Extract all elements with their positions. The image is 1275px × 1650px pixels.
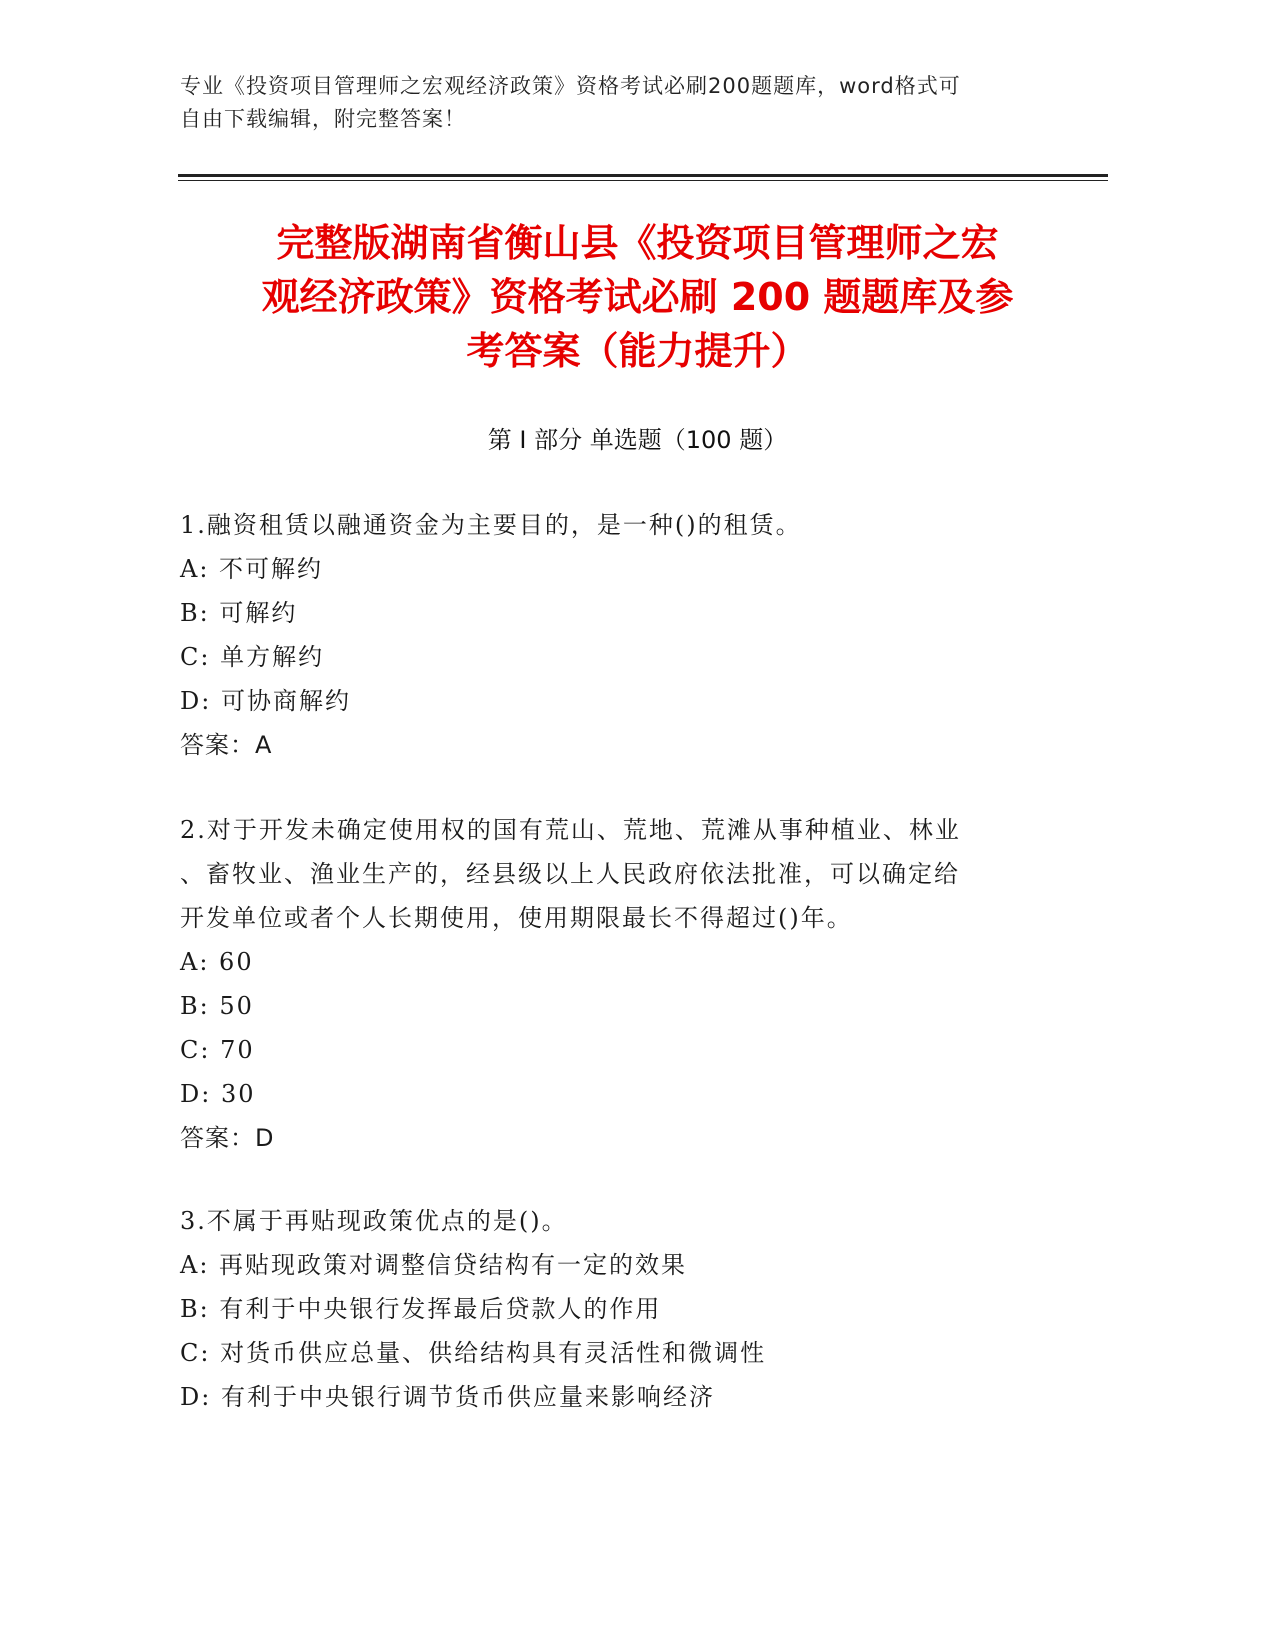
option-b: B: 50 bbox=[180, 992, 254, 1020]
option-d: D: 可协商解约 bbox=[180, 687, 351, 715]
option-b: B: 有利于中央银行发挥最后贷款人的作用 bbox=[180, 1295, 662, 1323]
option-a: A: 再贴现政策对调整信贷结构有一定的效果 bbox=[180, 1251, 688, 1279]
option-d: D: 30 bbox=[180, 1080, 256, 1108]
question-1 bbox=[180, 503, 1080, 767]
question-stem-line-1: 2.对于开发未确定使用权的国有荒山、荒地、荒滩从事种植业、林业 bbox=[180, 816, 961, 844]
question-3 bbox=[180, 1199, 1080, 1419]
question-stem-line-2: 、畜牧业、渔业生产的，经县级以上人民政府依法批准，可以确定给 bbox=[180, 860, 960, 888]
question-stem: 1.融资租赁以融通资金为主要目的，是一种()的租赁。 bbox=[180, 511, 802, 539]
answer: 答案：A bbox=[180, 731, 273, 759]
title-line-2: 观经济政策》资格考试必刷 200 题题库及参 bbox=[261, 275, 1014, 319]
question-stem: 3.不属于再贴现政策优点的是()。 bbox=[180, 1207, 568, 1235]
option-c: C: 70 bbox=[180, 1036, 255, 1064]
option-b: B: 可解约 bbox=[180, 599, 298, 627]
document-header bbox=[180, 70, 1080, 136]
header-line-1: 专业《投资项目管理师之宏观经济政策》资格考试必刷200题题库，word格式可 bbox=[180, 74, 961, 98]
option-c: C: 单方解约 bbox=[180, 643, 325, 671]
header-divider-thick bbox=[178, 174, 1108, 177]
title-line-1: 完整版湖南省衡山县《投资项目管理师之宏 bbox=[276, 221, 999, 265]
question-2 bbox=[180, 808, 1080, 1160]
header-line-2: 自由下载编辑，附完整答案！ bbox=[180, 107, 466, 131]
header-divider-thin bbox=[178, 180, 1108, 181]
answer: 答案：D bbox=[180, 1124, 275, 1152]
option-d: D: 有利于中央银行调节货币供应量来影响经济 bbox=[180, 1383, 715, 1411]
option-c: C: 对货币供应总量、供给结构具有灵活性和微调性 bbox=[180, 1339, 767, 1367]
question-stem-line-3: 开发单位或者个人长期使用，使用期限最长不得超过()年。 bbox=[180, 904, 853, 932]
document-title bbox=[150, 216, 1125, 378]
title-line-3: 考答案（能力提升） bbox=[466, 329, 809, 373]
option-a: A: 60 bbox=[180, 948, 254, 976]
option-a: A: 不可解约 bbox=[180, 555, 324, 583]
section-heading: 第 I 部分 单选题（100 题） bbox=[487, 426, 788, 454]
